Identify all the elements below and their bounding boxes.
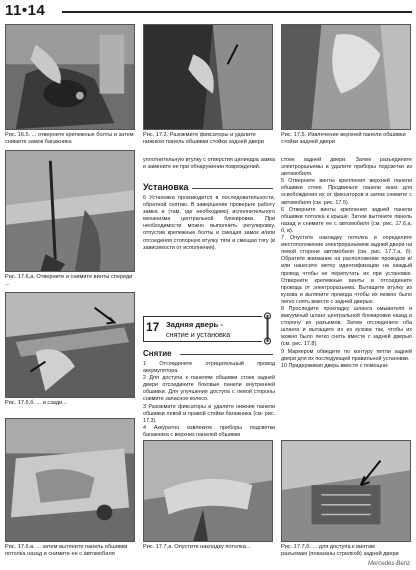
paragraph: 1 Отсоедините отрицательный провод аккумулятора. xyxy=(143,361,275,375)
mid-column-install-text xyxy=(143,195,275,252)
paragraph: 6 Отверните винты крепления задней панели обшивки потолка к крыше. Затем вытяните панель назад и снимите ее с автомобиля (см. рис. 17.6,а, б, в). xyxy=(281,206,412,234)
right-column-text xyxy=(281,157,412,370)
mid-column-top-text xyxy=(143,157,275,171)
wrench-icon xyxy=(262,312,273,346)
section-subtitle: снятие и установка xyxy=(166,330,231,339)
paragraph: 3 Разожмите фиксаторы и удалите нижние панели обшивки левой и правой стойки багажника (см. рис. 17.3). xyxy=(143,403,275,424)
photo-fig-17-7b xyxy=(281,440,411,542)
paragraph: 8 Проследите прокладку шланга омывателя и вакуумный шланг центральной блокировки назад в сторону их разъемов. Затем отсоедините оба шланга и вытащите их из кузова так, чтобы их можно было легко снять вместе с задней дверью (см. рис. 17.8). xyxy=(281,305,412,348)
paragraph: 10 Придерживая дверь вместе с помощни- xyxy=(281,362,389,369)
page-header xyxy=(0,0,416,22)
section-title: Задняя дверь - xyxy=(166,320,223,329)
caption-fig-17-6b: Рис. 17.6,б. ... и сзади... xyxy=(5,400,67,406)
caption-fig-17-5: Рис. 17.5. Извлечение верхней панели обшивки стойки задней двери xyxy=(281,132,406,145)
heading-rule xyxy=(192,188,273,189)
photo-fig-17-6b xyxy=(5,292,135,398)
paragraph: 5 Отверните винты крепления верхней панели обшивки стоек. Продвиньте панели вниз для освобождения их от фиксаторов и затем снимите с автомобиля (см. рис. 17.5). xyxy=(281,178,412,206)
section-title-box xyxy=(143,316,273,342)
caption-fig-17-3: Рис. 17.3. Разожмите фиксаторы и удалите нижнюю панель обшивки стойки задней двери xyxy=(143,132,264,145)
section-number: 17 xyxy=(146,320,160,334)
photo-fig-17-7a xyxy=(143,440,273,542)
caption-fig-16-5: Рис. 16.5. ... отверните крепежные болты и затем снимите замок багажника xyxy=(5,132,134,145)
caption-fig-17-7b: Рис. 17.7,б. ... для доступа к винтам разъемам (показаны стрелкой) задней двери xyxy=(281,544,399,557)
paragraph: 2 Для доступа к панелям обшивки стоек задней двери отсоедините боковые панели внутренней обшивки. Для улучшения доступа с левой стороны снимите запасное колесо. xyxy=(143,375,275,403)
photo-fig-17-6a xyxy=(5,150,135,272)
paragraph: 4 Аккуратно извлеките приборы подсветки багажника с верхних панелей обшивки xyxy=(143,424,275,438)
heading-installation: Установка xyxy=(143,182,189,192)
photo-fig-17-5 xyxy=(281,24,411,130)
photo-fig-17-3 xyxy=(143,24,273,130)
caption-fig-17-7a: Рис. 17.7,а. Опустите накладку потолка... xyxy=(143,544,251,550)
paragraph: 7 Опустите накладку потолка и определите местоположение электроразъемов задней двери на левой стороне автомобиля (см. рис. 17.7,а, б). Обратите внимание на расположение проводов и/или нанесите метку идентификации на каждый провод чтобы не перепутать их при установке. Отверните крепежные винты и отсоедините провода от электроразъема. Вытащите втулку из кузова и вытяните провода чтобы их можно было легко снять вместе с задней дверью. xyxy=(281,235,412,305)
header-rule xyxy=(62,11,412,13)
paragraph: стоек задней двери. Затем разъедините электроразъемы и удалите приборы подсветки из автомобиля. xyxy=(281,157,412,178)
heading-removal: Снятие xyxy=(143,349,172,358)
paragraph: уплотнительную втулку с отверстия цилиндра замка и замените ее при обнаружении повреждений. xyxy=(143,157,275,171)
caption-fig-17-6v: Рис. 17.6,в. ... затем вытяните панель обшивки потолка назад и снимите ее с автомобиля xyxy=(5,544,128,557)
heading-rule xyxy=(180,354,273,355)
paragraph: 6 Установка производится в последовательности, обратной снятию. В завершение проверьте работу замка и (там, где необходимо) исполнительного механизма центральной блокировки. При необходимости можно выполнить регулировку, отпустив крепежные болты и смещая замок и/или отсоединяя стопорную втулку тяги и смещая тягу (в зависимости от исполнения). xyxy=(143,195,275,251)
page-number: 11•14 xyxy=(5,2,46,19)
mid-column-removal-text xyxy=(143,361,275,439)
paragraph: 9 Маркером обведите по контуру петли задней двери для их последующей правильной установки. xyxy=(281,348,412,362)
caption-fig-17-6a: Рис. 17.6,а. Отверните и снимите винты спереди ... xyxy=(5,274,133,287)
footer-brand: Mercedes-Benz xyxy=(367,561,410,567)
photo-fig-17-6v xyxy=(5,418,135,542)
photo-fig-16-5 xyxy=(5,24,135,130)
